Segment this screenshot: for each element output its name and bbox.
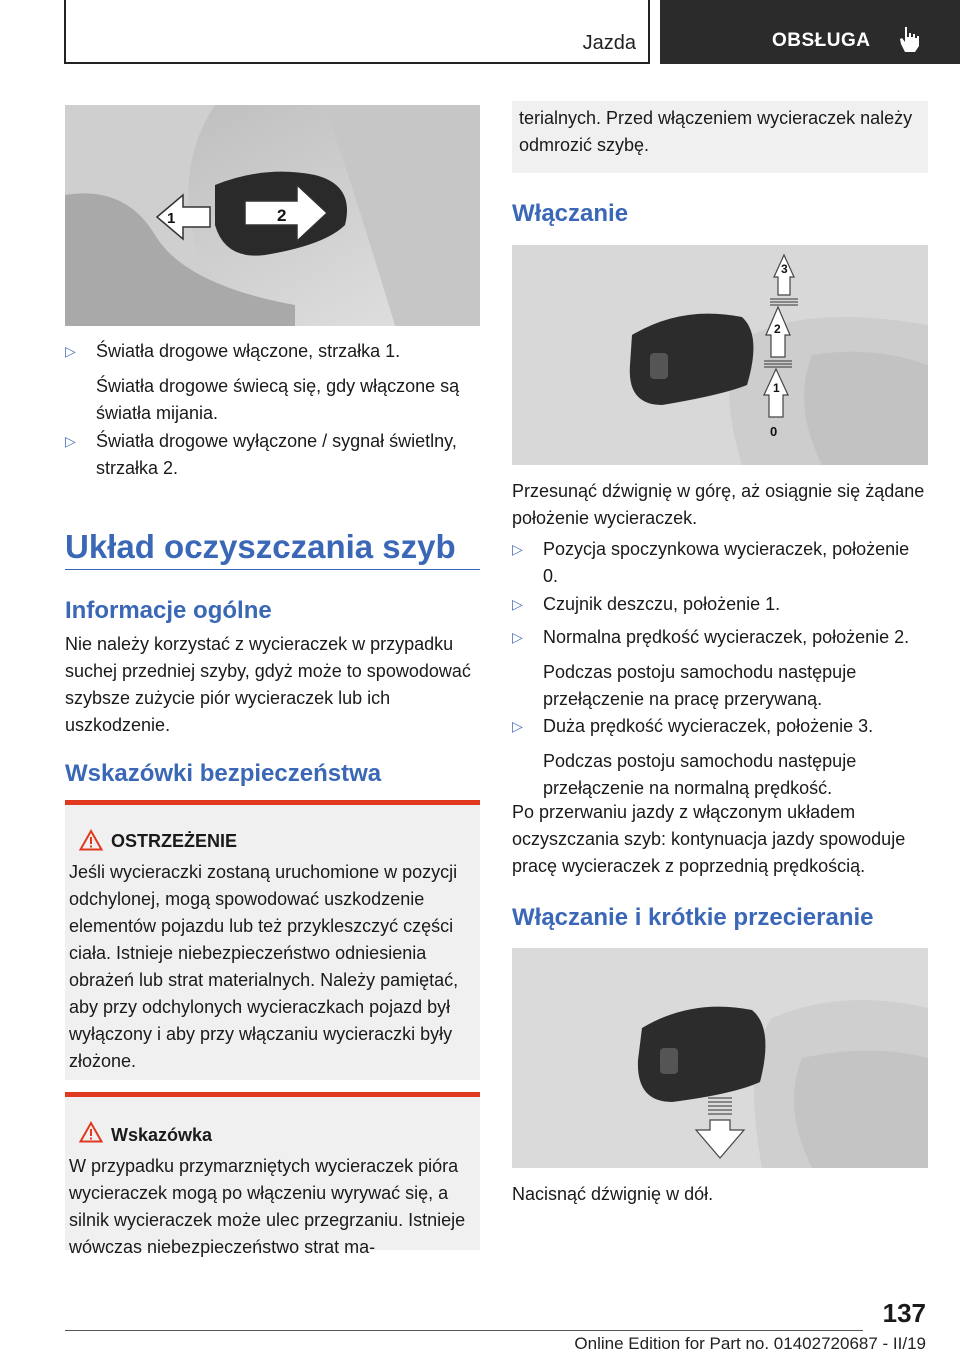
warning-box [65, 800, 480, 1080]
wiper-tip-photo [512, 948, 928, 1168]
list-item-subtext: Światła drogowe świecą się, gdy włączone są światła mijania. [96, 376, 460, 423]
list-item [65, 428, 480, 482]
header-section-title: Jazda [582, 32, 636, 54]
bullet-triangle-icon: ▷ [512, 718, 523, 734]
section-heading-tip-wipe: Włączanie i krótkie przecieranie [512, 904, 874, 931]
figure2-label-2: 2 [774, 322, 781, 336]
note-continued-text: terialnych. Przed włączeniem wycieraczek należy odmrozić szybę. [519, 108, 913, 155]
note-box [65, 1092, 480, 1257]
bullet-triangle-icon: ▷ [512, 541, 523, 557]
list-item-text: Światła drogowe włączone, strzałka 1. [96, 341, 401, 361]
list-item [65, 338, 480, 427]
switch-on-paragraph: Przesunąć dźwignię w górę, aż osiągnie się żądane położenie wycieraczek. [512, 481, 925, 528]
section-heading-safety: Wskazówki bezpieczeństwa [65, 760, 382, 787]
list-item-text: Normalna prędkość wycieraczek, położenie 2. [543, 627, 910, 647]
list-item-subtext: Podczas postoju samochodu następuje przełączenie na pracę przerywaną. [543, 662, 857, 709]
header-frame [64, 0, 650, 64]
header-tab[interactable] [660, 0, 960, 64]
figure1-label-2: 2 [277, 206, 287, 225]
figure2-label-0: 0 [770, 424, 778, 439]
figure2-label-1: 1 [773, 381, 780, 395]
page-number: 137 [882, 1298, 926, 1328]
warning-text: Jeśli wycieraczki zostaną uruchomione w pozycji odchylonej, mogą spowodować uszkodzenie elementów pojazdu lub też przykleszczyć części ciała. Istnieje niebezpieczeństwo odniesienia obrażeń lub strat materialnych. Należy pamiętać, aby przy odchylonych wycieraczkach pojazd był wyłączony i aby przy włączaniu wycieraczki były złożone. [69, 862, 459, 1071]
bullet-triangle-icon: ▷ [65, 343, 76, 359]
warning-triangle-icon [79, 1121, 103, 1143]
figure2-label-3: 3 [781, 262, 788, 276]
footer-rule [65, 1330, 863, 1331]
chapter-title: Układ oczyszczania szyb [65, 528, 456, 565]
list-item [512, 624, 928, 713]
list-item-text: Duża prędkość wycieraczek, położenie 3. [543, 716, 874, 736]
high-beam-lever-photo [65, 105, 480, 326]
list-item-subtext: Podczas postoju samochodu następuje przełączenie na normalną prędkość. [543, 751, 857, 798]
section-heading-switch-on: Włączanie [512, 200, 629, 227]
figure1-label-1: 1 [167, 210, 176, 227]
bullet-triangle-icon: ▷ [65, 433, 76, 449]
chapter-title-rule [65, 569, 480, 570]
note-text: W przypadku przymarzniętych wycieraczek pióra wycieraczek mogą po włączeniu wyrywać się, a silnik wycieraczek może ulec przegrzaniu. Istnieje wówczas niebezpieczeństwo strat ma- [69, 1156, 466, 1257]
warning-triangle-icon [79, 829, 103, 851]
warning-title: OSTRZEŻENIE [111, 831, 238, 851]
header-tab-label: OBSŁUGA [772, 30, 871, 51]
note-title: Wskazówka [111, 1125, 213, 1145]
bullet-triangle-icon: ▷ [512, 596, 523, 612]
note-continued-box [512, 101, 928, 173]
list-item [512, 713, 928, 802]
general-paragraph: Nie należy korzystać z wycieraczek w przypadku suchej przedniej szyby, gdyż może to spowodować szybsze zużycie piór wycieraczek lub ich uszkodzenie. [65, 634, 471, 735]
tip-paragraph: Nacisnąć dźwignię w dół. [512, 1184, 714, 1204]
resume-paragraph: Po przerwaniu jazdy z włączonym układem oczyszczania szyb: kontynuacja jazdy spowoduje pracę wycieraczek z poprzednią prędkością. [512, 802, 906, 876]
edition-note: Online Edition for Part no. 01402720687 - II/19 [574, 1334, 926, 1353]
list-item-text: Pozycja spoczynkowa wycieraczek, położenie 0. [543, 539, 910, 586]
hand-pointer-icon [895, 24, 925, 54]
list-item [512, 591, 928, 618]
wiper-lever-photo [512, 245, 928, 465]
bullet-triangle-icon: ▷ [512, 629, 523, 645]
list-item-text: Światła drogowe wyłączone / sygnał świetlny, strzałka 2. [96, 431, 457, 478]
list-item [512, 536, 928, 590]
list-item-text: Czujnik deszczu, położenie 1. [543, 594, 781, 614]
section-heading-general: Informacje ogólne [65, 597, 272, 624]
